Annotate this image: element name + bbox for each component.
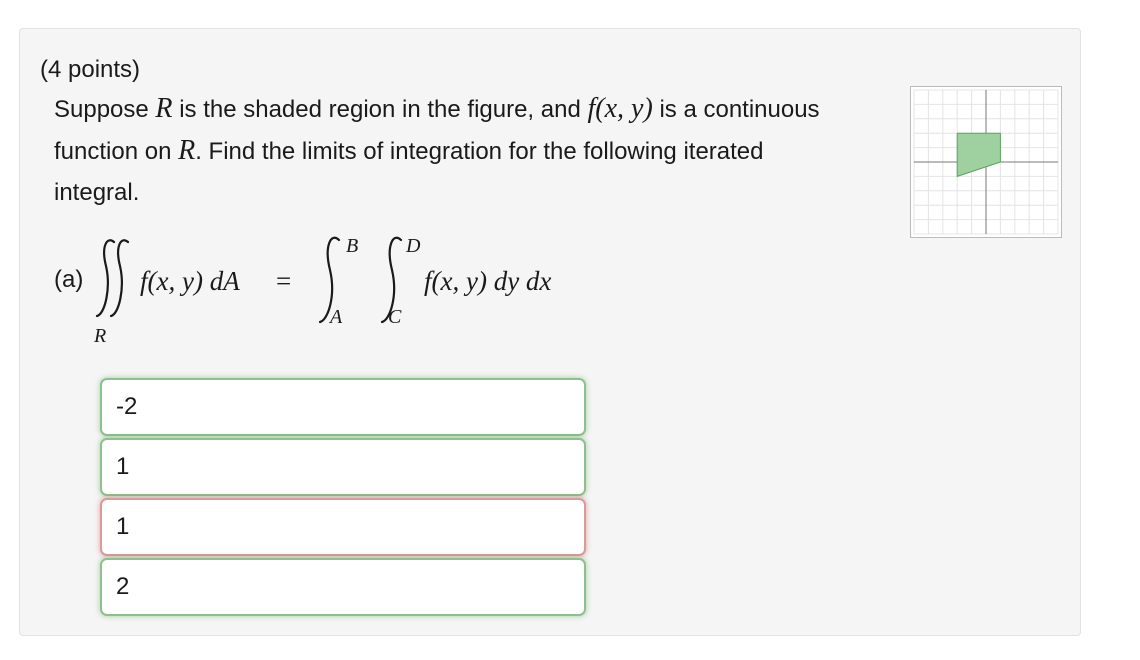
- inner-upper-limit: D: [406, 235, 421, 257]
- inner-lower-limit: C: [388, 306, 402, 328]
- problem-text-4: . Find the limits of integration for the following iterated integral.: [54, 138, 764, 206]
- double-integral-sign-1: [97, 240, 114, 316]
- equals-sign: =: [276, 266, 292, 296]
- math-R2: R: [178, 135, 196, 166]
- integrand-right: f(x, y) dy dx: [424, 266, 552, 296]
- problem-text-2: is the shaded region in the figure, and: [172, 96, 588, 123]
- part-a-label: (a): [54, 266, 84, 293]
- answer-input-b[interactable]: [100, 438, 586, 496]
- answer-input-c[interactable]: [100, 498, 586, 556]
- region-figure[interactable]: [910, 86, 1062, 238]
- outer-upper-limit: B: [346, 235, 359, 257]
- problem-statement: [54, 88, 844, 213]
- math-f: f(x, y): [587, 93, 653, 124]
- integrand-left: f(x, y) dA: [140, 266, 240, 296]
- math-R: R: [155, 93, 173, 124]
- iterated-integral-equation: [90, 226, 610, 356]
- answer-input-d[interactable]: [100, 558, 586, 616]
- region-subscript: R: [94, 325, 107, 347]
- points-label: (4 points): [40, 56, 141, 83]
- outer-lower-limit: A: [330, 306, 343, 328]
- double-integral-sign-2: [111, 240, 128, 316]
- answer-input-a[interactable]: [100, 378, 586, 436]
- problem-text-1: Suppose: [54, 96, 156, 123]
- problem-text-3: is a continuous function on: [54, 96, 820, 165]
